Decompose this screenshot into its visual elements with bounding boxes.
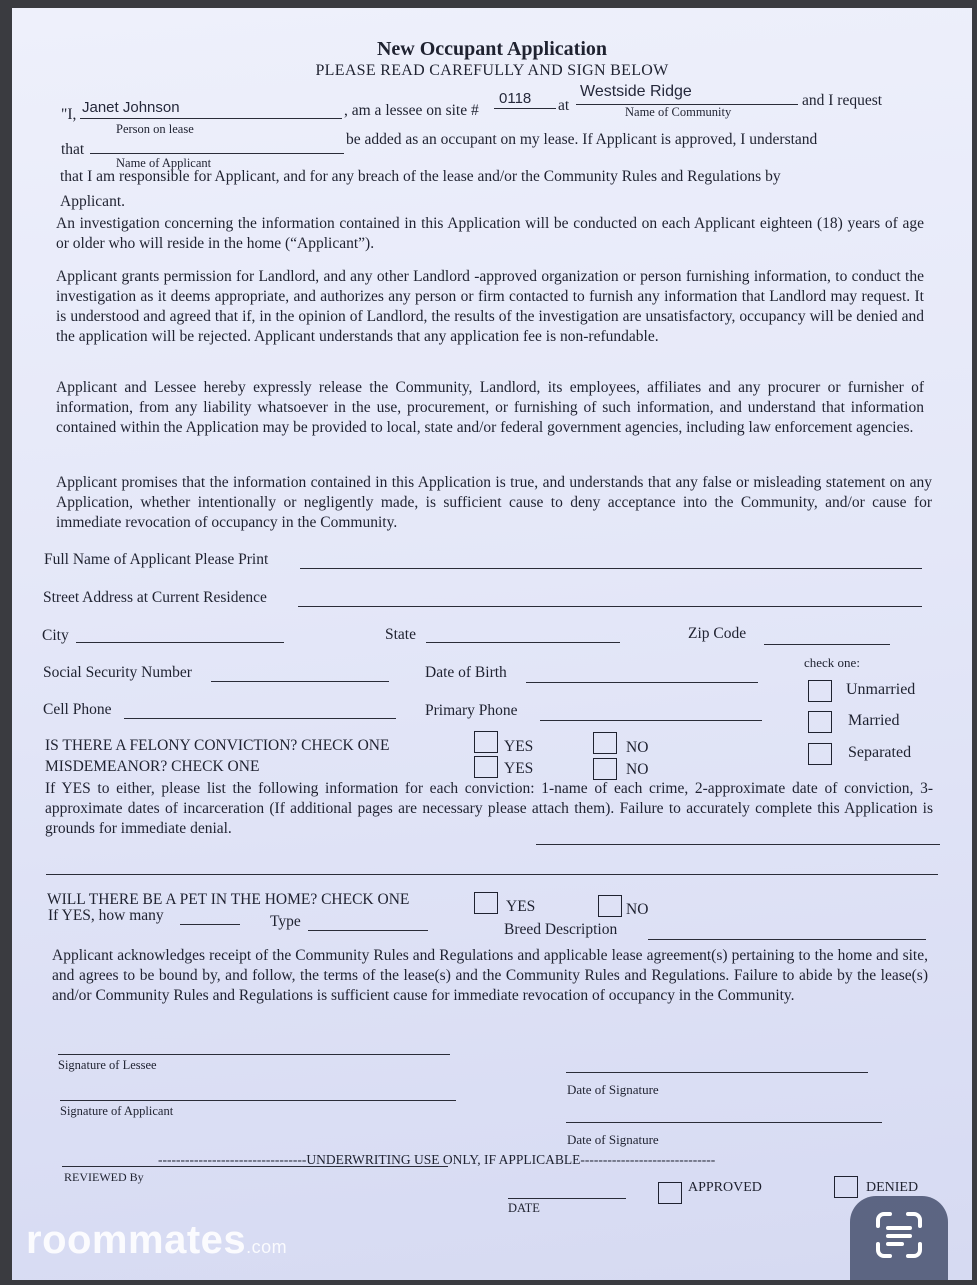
married-checkbox[interactable] <box>808 711 832 733</box>
reviewed-by-label: REVIEWED By <box>64 1170 144 1184</box>
site-number-value: 0118 <box>499 90 532 107</box>
date-label: DATE <box>508 1201 540 1215</box>
state-label: State <box>385 626 416 643</box>
separated-checkbox[interactable] <box>808 743 832 765</box>
cell-line[interactable] <box>124 718 396 719</box>
name-of-applicant-caption: Name of Applicant <box>116 156 212 170</box>
conviction-line-1[interactable] <box>536 844 940 845</box>
misdemeanor-yes-checkbox[interactable] <box>474 756 498 778</box>
full-name-line[interactable] <box>300 568 922 569</box>
separated-label: Separated <box>848 744 912 761</box>
form-subtitle: PLEASE READ CAREFULLY AND SIGN BELOW <box>315 62 669 79</box>
pet-yes-label: YES <box>506 898 536 915</box>
added-text: be added as an occupant on my lease. If Applicant is approved, I understand <box>346 131 818 148</box>
full-name-label: Full Name of Applicant Please Print <box>44 551 269 568</box>
felony-no-label: NO <box>626 739 649 756</box>
denied-label: DENIED <box>866 1180 919 1195</box>
investigation-paragraph: An investigation concerning the information contained in this Application will be conducted on each Applicant eighteen (18) years of age or older who will reside in the home (“Applicant”). <box>56 215 924 252</box>
promise-paragraph: Applicant promises that the information contained in this Application is true, and understands that any false or misleading statement on any Application, whether intentionally or negligently made, is sufficient cause to deny acceptance into the Community, and/or cause for immediate revocation of occupancy in the Community. <box>56 474 932 531</box>
primary-line[interactable] <box>540 720 762 721</box>
felony-no-checkbox[interactable] <box>593 732 617 754</box>
responsible-text: that I am responsible for Applicant, and for any breach of the lease and/or the Community Rules and Regulations by <box>60 168 781 185</box>
zip-line[interactable] <box>764 644 890 645</box>
applicant-signature-label: Signature of Applicant <box>60 1104 174 1118</box>
name-of-community-caption: Name of Community <box>625 105 732 119</box>
check-one-label: check one: <box>804 655 860 670</box>
primary-label: Primary Phone <box>425 702 518 719</box>
conviction-line-2[interactable] <box>46 874 938 875</box>
date1-label: Date of Signature <box>567 1082 659 1097</box>
date2-label: Date of Signature <box>567 1132 659 1147</box>
conviction-instructions: If YES to either, please list the following information for each conviction: 1-name of each crime, 2-approximate date of conviction, 3-approximate dates of incarceration (If additional pages are necessary please attach them). Failure to accurately complete this Application is grounds for immediate denial. <box>45 780 933 837</box>
intro-open-quote: "I, <box>61 106 77 123</box>
acknowledgement-paragraph: Applicant acknowledges receipt of the Community Rules and Regulations and applicable lease agreement(s) pertaining to the home and site, and agrees to be bound by, and follow, the terms of the lease(s) and the Community Rules and Regulations. Failure to abide by the lease(s) and/or Community Rules and Regulations is sufficient cause for immediate revocation of occupancy in the Community. <box>52 947 928 1004</box>
denied-checkbox[interactable] <box>834 1176 858 1198</box>
live-text-scan-button[interactable] <box>850 1196 948 1280</box>
lessee-signature-line[interactable] <box>58 1054 450 1055</box>
misdemeanor-no-checkbox[interactable] <box>593 758 617 780</box>
misdemeanor-yes-label: YES <box>504 760 534 777</box>
applicant-end-text: Applicant. <box>60 193 125 210</box>
street-line[interactable] <box>298 606 922 607</box>
married-label: Married <box>848 712 900 729</box>
reviewed-by-line[interactable] <box>62 1166 448 1167</box>
watermark-brand: roommates <box>26 1218 247 1262</box>
breed-line[interactable] <box>648 939 926 940</box>
document-page <box>12 8 972 1280</box>
lessee-name-value: Janet Johnson <box>82 99 180 116</box>
form-title: New Occupant Application <box>376 38 608 60</box>
misdemeanor-question: MISDEMEANOR? CHECK ONE <box>45 758 260 775</box>
site-number-line <box>494 108 556 109</box>
how-many-line[interactable] <box>180 924 240 925</box>
pet-no-label: NO <box>626 901 649 918</box>
lessee-signature-label: Signature of Lessee <box>58 1058 157 1072</box>
state-line[interactable] <box>426 642 620 643</box>
dob-label: Date of Birth <box>425 664 507 681</box>
city-line[interactable] <box>76 642 284 643</box>
underwriting-header: ---------------------------------UNDERWRITING USE ONLY, IF APPLICABLE------------------------------ <box>158 1152 716 1167</box>
pet-no-checkbox[interactable] <box>598 895 622 917</box>
misdemeanor-no-label: NO <box>626 761 649 778</box>
how-many-label: If YES, how many <box>48 907 164 924</box>
date2-line[interactable] <box>566 1122 882 1123</box>
cell-label: Cell Phone <box>43 701 112 718</box>
type-label: Type <box>270 913 301 930</box>
type-line[interactable] <box>308 930 428 931</box>
request-text: and I request <box>802 92 883 109</box>
person-on-lease-caption: Person on lease <box>116 122 194 136</box>
felony-yes-checkbox[interactable] <box>474 731 498 753</box>
approved-label: APPROVED <box>688 1180 762 1195</box>
permission-paragraph: Applicant grants permission for Landlord, and any other Landlord -approved organization or person furnishing information, to conduct the investigation as it deems appropriate, and authorizes any person or firm contacted to furnish any information that Landlord may request. It is understood and agreed that if, in the opinion of Landlord, the results of the investigation are unsatisfactory, occupancy will be denied and the application will be rejected. Applicant understands that any application fee is non-refundable. <box>56 268 924 345</box>
am-lessee-text: , am a lessee on site # <box>344 102 479 119</box>
pet-question: WILL THERE BE A PET IN THE HOME? CHECK ONE <box>47 891 410 908</box>
unmarried-label: Unmarried <box>846 681 916 698</box>
at-text: at <box>558 97 570 114</box>
felony-question: IS THERE A FELONY CONVICTION? CHECK ONE <box>45 737 390 754</box>
approved-checkbox[interactable] <box>658 1182 682 1204</box>
watermark-suffix: .com <box>246 1237 288 1257</box>
city-label: City <box>42 627 69 644</box>
breed-label: Breed Description <box>504 921 618 938</box>
applicant-signature-line[interactable] <box>60 1100 456 1101</box>
community-name-value: Westside Ridge <box>580 83 692 100</box>
roommates-watermark <box>26 1218 287 1263</box>
lessee-name-line <box>80 118 342 119</box>
street-label: Street Address at Current Residence <box>43 589 267 606</box>
felony-yes-label: YES <box>504 738 534 755</box>
ssn-label: Social Security Number <box>43 664 192 681</box>
unmarried-checkbox[interactable] <box>808 680 832 702</box>
date1-line[interactable] <box>566 1072 868 1073</box>
release-paragraph: Applicant and Lessee hereby expressly release the Community, Landlord, its employees, affiliates and any procurer or furnisher of information, from any liability whatsoever in the use, procurement, or furnishing of such information, and understand that information contained within the Application may be provided to local, state and/or federal government agencies, including law enforcement agencies. <box>56 379 924 436</box>
that-text: that <box>61 141 85 158</box>
dob-line[interactable] <box>526 682 758 683</box>
zip-label: Zip Code <box>688 625 747 642</box>
text-scan-icon <box>850 1196 948 1280</box>
applicant-name-line <box>90 153 344 154</box>
ssn-line[interactable] <box>211 681 389 682</box>
date-line[interactable] <box>508 1198 626 1199</box>
pet-yes-checkbox[interactable] <box>474 892 498 914</box>
